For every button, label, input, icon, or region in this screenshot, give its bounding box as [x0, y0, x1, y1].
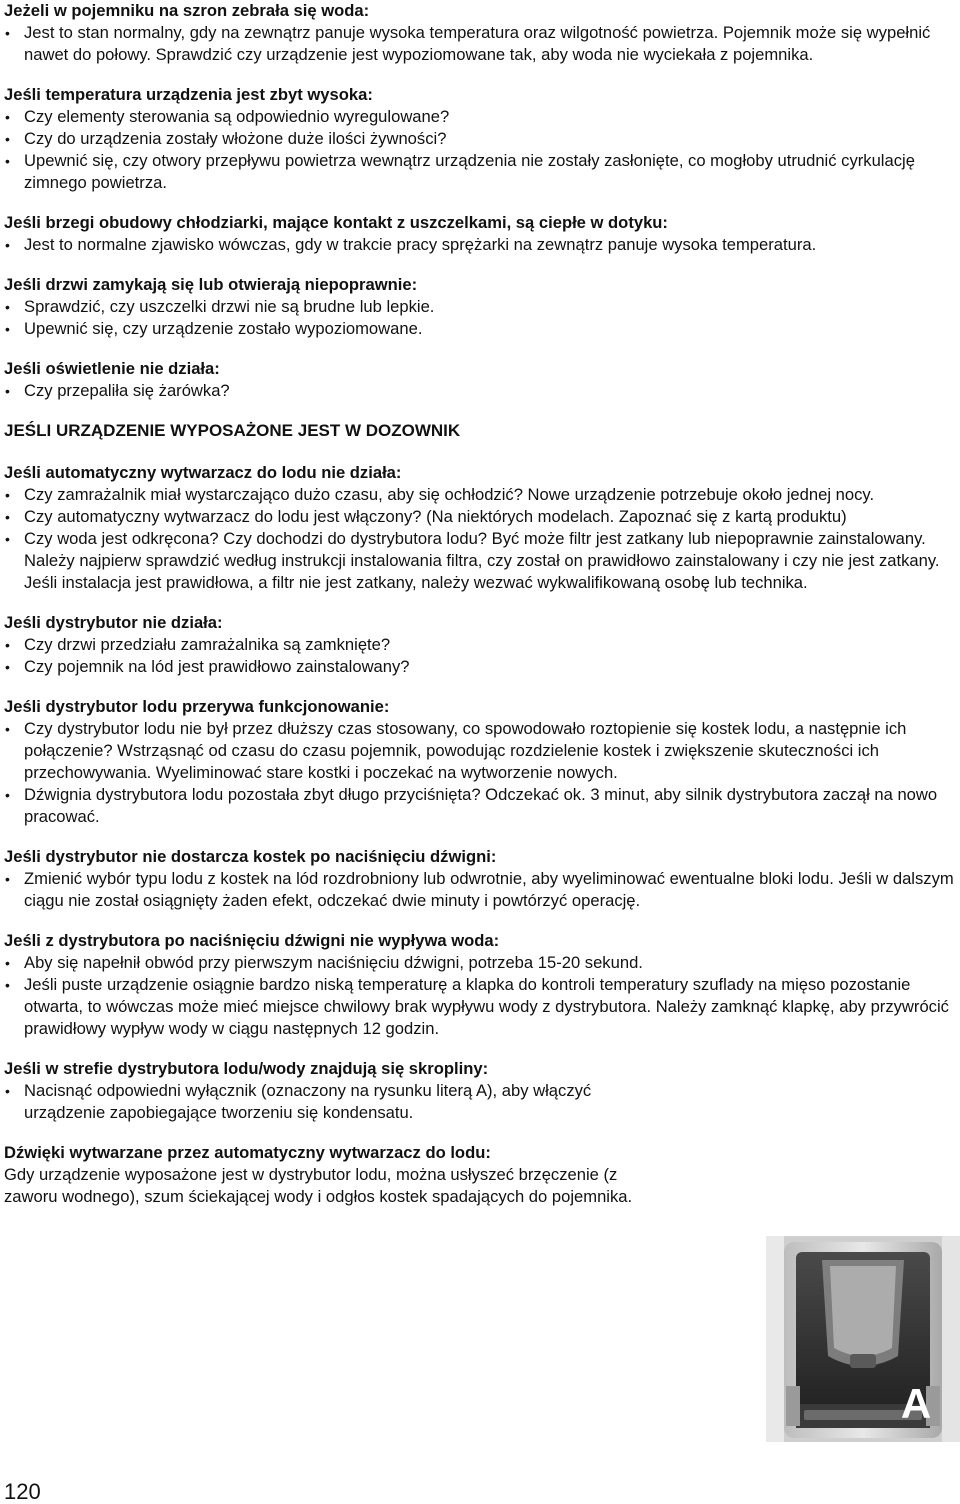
bullet-glyph: •	[5, 237, 10, 253]
list-item	[4, 234, 954, 256]
list-item-text: Jest to stan normalny, gdy na zewnątrz panuje wysoka temperatura oraz wilgotność powietrza. Pojemnik może się wypełnić nawet do połowy. Sprawdzić czy urządzenie jest wypoziomowane tak, aby woda nie wyciekała z pojemnika.	[24, 23, 931, 64]
troubleshooting-section	[4, 930, 954, 1040]
troubleshooting-section	[4, 358, 954, 402]
list-item-text: Upewnić się, czy urządzenie zostało wypoziomowane.	[24, 319, 423, 338]
list-item	[4, 484, 954, 506]
section-heading: Jeśli automatyczny wytwarzacz do lodu nie działa:	[4, 463, 402, 482]
section-condensation	[4, 1058, 644, 1124]
bullet-glyph: •	[5, 487, 10, 503]
list-item	[4, 718, 954, 784]
list-item	[4, 128, 954, 150]
bullet-glyph: •	[5, 531, 10, 547]
list-item-text: Jest to normalne zjawisko wówczas, gdy w trakcie pracy sprężarki na zewnątrz panuje wysoka temperatura.	[24, 235, 817, 254]
bullet-glyph: •	[5, 721, 10, 737]
bullet-glyph: •	[5, 977, 10, 993]
bullet-glyph: •	[5, 25, 10, 41]
troubleshooting-dispenser	[4, 462, 954, 1040]
bullet-list	[4, 484, 954, 594]
bullet-list	[4, 952, 954, 1040]
dispenser-main-heading: JEŚLI URZĄDZENIE WYPOSAŻONE JEST W DOZOWNIK	[4, 421, 461, 440]
troubleshooting-section	[4, 212, 954, 256]
list-item	[4, 150, 954, 194]
section-heading: Jeśli z dystrybutora po naciśnięciu dźwigni nie wypływa woda:	[4, 931, 500, 950]
section-heading: Jeśli temperatura urządzenia jest zbyt wysoka:	[4, 85, 373, 104]
troubleshooting-section	[4, 0, 954, 66]
list-item-text: Sprawdzić, czy uszczelki drzwi nie są brudne lub lepkie.	[24, 297, 435, 316]
list-item-text: Czy zamrażalnik miał wystarczająco dużo czasu, aby się ochłodzić? Nowe urządzenie potrzebuje około jednej nocy.	[24, 485, 875, 504]
list-item	[4, 952, 954, 974]
list-item-text: Czy do urządzenia zostały włożone duże ilości żywności?	[24, 129, 447, 148]
bullet-list	[4, 1080, 644, 1124]
bullet-list	[4, 718, 954, 828]
list-item-text: Czy dystrybutor lodu nie był przez dłuższy czas stosowany, co spowodowało roztopienie się kostek lodu, a następnie ich połączenie? Wstrząsnąć od czasu do czasu pojemnik, powodując rozdzielenie kostek i zwiększenie skuteczności ich przechowywania. Wyeliminować stare kostki i poczekać na wytworzenie nowych.	[24, 719, 907, 782]
troubleshooting-general	[4, 0, 954, 402]
paragraph-text: Gdy urządzenie wyposażone jest w dystrybutor lodu, można usłyszeć brzęczenie (z zaworu wodnego), szum ściekającej wody i odgłos kostek spadających do pojemnika.	[4, 1165, 633, 1206]
list-item	[4, 974, 954, 1040]
list-item-text: Czy przepaliła się żarówka?	[24, 381, 230, 400]
dispenser-illustration	[766, 1236, 960, 1442]
list-item-text: Czy elementy sterowania są odpowiednio wyregulowane?	[24, 107, 450, 126]
troubleshooting-section	[4, 84, 954, 194]
list-item	[4, 506, 954, 528]
list-item-text: Czy automatyczny wytwarzacz do lodu jest włączony? (Na niektórych modelach. Zapoznać się z kartą produktu)	[24, 507, 847, 526]
list-item	[4, 380, 954, 402]
page-content	[4, 0, 954, 1226]
section-heading: Jeśli w strefie dystrybutora lodu/wody znajdują się skropliny:	[4, 1059, 489, 1078]
troubleshooting-section	[4, 846, 954, 912]
section-heading: Jeśli dystrybutor nie działa:	[4, 613, 223, 632]
list-item	[4, 22, 954, 66]
bullet-list	[4, 380, 954, 402]
bullet-glyph: •	[5, 299, 10, 315]
figure-label-a: A	[900, 1380, 932, 1427]
troubleshooting-section	[4, 612, 954, 678]
bullet-glyph: •	[5, 509, 10, 525]
list-item-text: Nacisnąć odpowiedni wyłącznik (oznaczony na rysunku literą A), aby włączyć urządzenie zapobiegające tworzeniu się kondensatu.	[24, 1081, 592, 1122]
list-item-text: Czy pojemnik na lód jest prawidłowo zainstalowany?	[24, 657, 410, 676]
list-item-text: Aby się napełnił obwód przy pierwszym naciśnięciu dźwigni, potrzeba 15-20 sekund.	[24, 953, 643, 972]
bullet-list	[4, 634, 954, 678]
bullet-list	[4, 106, 954, 194]
page-number: 120	[4, 1479, 41, 1504]
list-item-text: Zmienić wybór typu lodu z kostek na lód rozdrobniony lub odwrotnie, aby wyeliminować ewentualne bloki lodu. Jeśli w dalszym ciągu nie został osiągnięty żaden efekt, odczekać dwie minuty i powtórzyć operację.	[24, 869, 954, 910]
bullet-list	[4, 868, 954, 912]
bullet-glyph: •	[5, 131, 10, 147]
bullet-glyph: •	[5, 637, 10, 653]
section-heading: Jeśli brzegi obudowy chłodziarki, mające kontakt z uszczelkami, są ciepłe w dotyku:	[4, 213, 668, 232]
list-item	[4, 296, 954, 318]
bullet-glyph: •	[5, 321, 10, 337]
bullet-list	[4, 234, 954, 256]
bullet-glyph: •	[5, 383, 10, 399]
bullet-glyph: •	[5, 153, 10, 169]
section-heading: Jeżeli w pojemniku na szron zebrała się woda:	[4, 1, 370, 20]
section-heading: Jeśli dystrybutor lodu przerywa funkcjonowanie:	[4, 697, 390, 716]
bullet-glyph: •	[5, 1083, 10, 1099]
list-item-text: Jeśli puste urządzenie osiągnie bardzo niską temperaturę a klapka do kontroli temperatury szuflady na mięso pozostanie otwarta, to wówczas może mieć miejsce chwilowy brak wypływu wody z dystrybutora. Należy zamknąć klapkę, aby przywrócić prawidłowy wypływ wody w ciągu następnych 12 godzin.	[24, 975, 949, 1038]
list-item	[4, 656, 954, 678]
bullet-glyph: •	[5, 659, 10, 675]
troubleshooting-section	[4, 462, 954, 594]
section-heading: Jeśli oświetlenie nie działa:	[4, 359, 220, 378]
section-sounds	[4, 1142, 644, 1208]
list-item-text: Dźwignia dystrybutora lodu pozostała zbyt długo przyciśnięta? Odczekać ok. 3 minut, aby silnik dystrybutora zaczął na nowo pracować.	[24, 785, 938, 826]
list-item	[4, 106, 954, 128]
list-item	[4, 784, 954, 828]
bullet-glyph: •	[5, 871, 10, 887]
list-item-text: Czy woda jest odkręcona? Czy dochodzi do dystrybutora lodu? Być może filtr jest zatkany lub niepoprawnie zainstalowany. Należy najpierw sprawdzić według instrukcji instalowania filtra, czy został on prawidłowo zainstalowany i czy nie jest zatkany. Jeśli instalacja jest prawidłowa, a filtr nie jest zatkany, należy wezwać wykwalifikowaną osobę lub technika.	[24, 529, 940, 592]
list-item	[4, 634, 954, 656]
section-heading: Jeśli dystrybutor nie dostarcza kostek po naciśnięciu dźwigni:	[4, 847, 497, 866]
bullet-glyph: •	[5, 787, 10, 803]
section-heading: Dźwięki wytwarzane przez automatyczny wytwarzacz do lodu:	[4, 1143, 491, 1162]
list-item	[4, 1080, 644, 1124]
list-item	[4, 868, 954, 912]
bullet-list	[4, 22, 954, 66]
list-item	[4, 318, 954, 340]
bullet-glyph: •	[5, 955, 10, 971]
troubleshooting-section	[4, 696, 954, 828]
bullet-glyph: •	[5, 109, 10, 125]
bullet-list	[4, 296, 954, 340]
dispenser-photo	[766, 1236, 960, 1442]
troubleshooting-section	[4, 274, 954, 340]
section-heading: Jeśli drzwi zamykają się lub otwierają niepoprawnie:	[4, 275, 418, 294]
list-item-text: Upewnić się, czy otwory przepływu powietrza wewnątrz urządzenia nie zostały zasłonięte, co mogłoby utrudnić cyrkulację zimnego powietrza.	[24, 151, 915, 192]
list-item-text: Czy drzwi przedziału zamrażalnika są zamknięte?	[24, 635, 391, 654]
list-item	[4, 528, 954, 594]
